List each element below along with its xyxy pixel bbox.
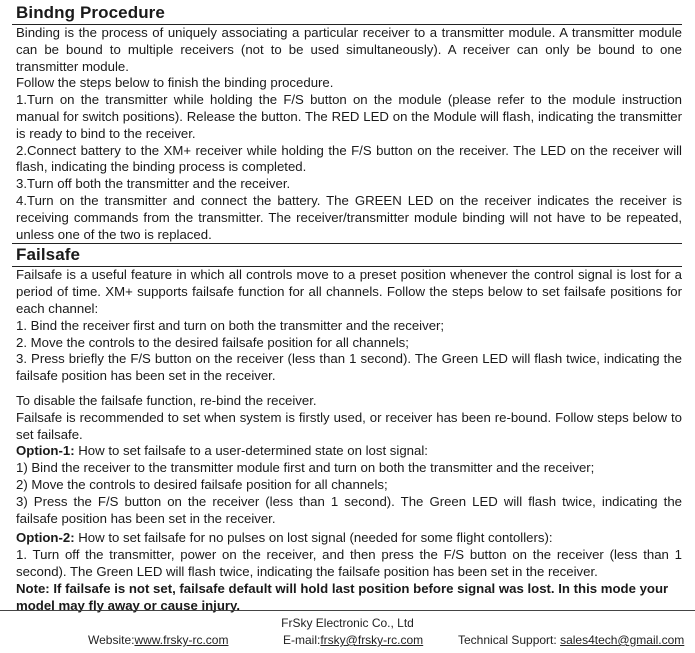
option1-text: How to set failsafe to a user-determined state on lost signal:	[74, 443, 428, 459]
support-link[interactable]: sales4tech@gmail.com	[560, 633, 685, 647]
option1-label: Option-1:	[16, 443, 75, 459]
email-link[interactable]: frsky@frsky-rc.com	[320, 633, 424, 647]
manual-page	[16, 0, 682, 614]
support-label: Technical Support:	[458, 633, 561, 647]
option2-label: Option-2:	[16, 530, 75, 546]
failsafe-title-rule	[12, 266, 682, 267]
failsafe-section-header	[16, 243, 682, 267]
binding-title: Bindng Procedure	[16, 3, 165, 22]
failsafe-step-1: 1. Bind the receiver first and turn on both the transmitter and the receiver;	[16, 317, 445, 333]
binding-step-1: 1.Turn on the transmitter while holding the F/S button on the module (please refer to the module instruction manual for switch positions). Release the button. The RED LED on the Module will flash, indicating the transmitter is ready to bind to the receiver.	[16, 92, 682, 141]
option1-step-2: 2) Move the controls to desired failsafe position for all channels;	[16, 476, 388, 492]
binding-intro: Binding is the process of uniquely associating a particular receiver to a transmitter module. A transmitter module can be bound to multiple receivers (not to be used simultaneously). A receiver can only be bound to one transmitter module.	[16, 25, 682, 74]
footer-email	[283, 633, 423, 647]
failsafe-step-2: 2. Move the controls to the desired failsafe position for all channels;	[16, 334, 409, 350]
failsafe-step-3: 3. Press briefly the F/S button on the receiver (less than 1 second). The Green LED will flash twice, indicating the failsafe position has been set in the receiver.	[16, 351, 682, 384]
failsafe-recommend: Failsafe is recommended to set when system is firstly used, or receiver has been re-bound. Follow steps below to set failsafe.	[16, 409, 682, 442]
footer-website	[88, 633, 228, 647]
failsafe-note-text: Note: If failsafe is not set, failsafe default will hold last position before signal was lost. In this mode your model may fly away or cause injury.	[16, 580, 669, 613]
binding-follow: Follow the steps below to finish the binding procedure.	[16, 75, 334, 91]
footer-company: FrSky Electronic Co., Ltd	[281, 616, 414, 630]
footer-rule	[0, 610, 695, 611]
option1-step-1: 1) Bind the receiver to the transmitter module first and turn on both the transmitter and the receiver;	[16, 460, 595, 476]
website-link[interactable]: www.frsky-rc.com	[134, 633, 229, 647]
footer-support	[458, 633, 684, 647]
option2-heading	[16, 530, 682, 547]
option1-heading	[16, 443, 682, 460]
failsafe-intro: Failsafe is a useful feature in which all controls move to a preset position whenever the control signal is lost for a period of time. XM+ supports failsafe function for all channels. Follow the steps below to set failsafe positions for each channel:	[16, 267, 682, 316]
binding-step-3: 3.Turn off both the transmitter and the receiver.	[16, 176, 291, 192]
failsafe-top-rule	[12, 243, 682, 244]
option2-step-1: 1. Turn off the transmitter, power on the receiver, and then press the F/S button on the receiver (less than 1 second). The Green LED will flash twice, indicating the failsafe position has been set in the receiver.	[16, 547, 682, 579]
binding-title-rule	[12, 24, 682, 25]
binding-step-2: 2.Connect battery to the XM+ receiver while holding the F/S button on the receiver. The LED on the receiver will flash, indicating the binding process is completed.	[16, 142, 682, 175]
website-label: Website:	[88, 633, 135, 647]
failsafe-disable: To disable the failsafe function, re-bind the receiver.	[16, 392, 317, 408]
email-label: E-mail:	[283, 633, 321, 647]
binding-step-4: 4.Turn on the transmitter and connect the battery. The GREEN LED on the receiver indicates the receiver is receiving commands from the transmitter. The receiver/transmitter module binding will not have to be repeated, unless one of the two is replaced.	[16, 192, 682, 242]
failsafe-title: Failsafe	[16, 245, 81, 265]
option1-step-3: 3) Press the F/S button on the receiver (less than 1 second). The Green LED will flash twice, indicating the failsafe position has been set in the receiver.	[16, 493, 682, 526]
option2-text: How to set failsafe for no pulses on lost signal (needed for some flight contollers):	[74, 530, 553, 546]
binding-section-header	[16, 0, 682, 25]
